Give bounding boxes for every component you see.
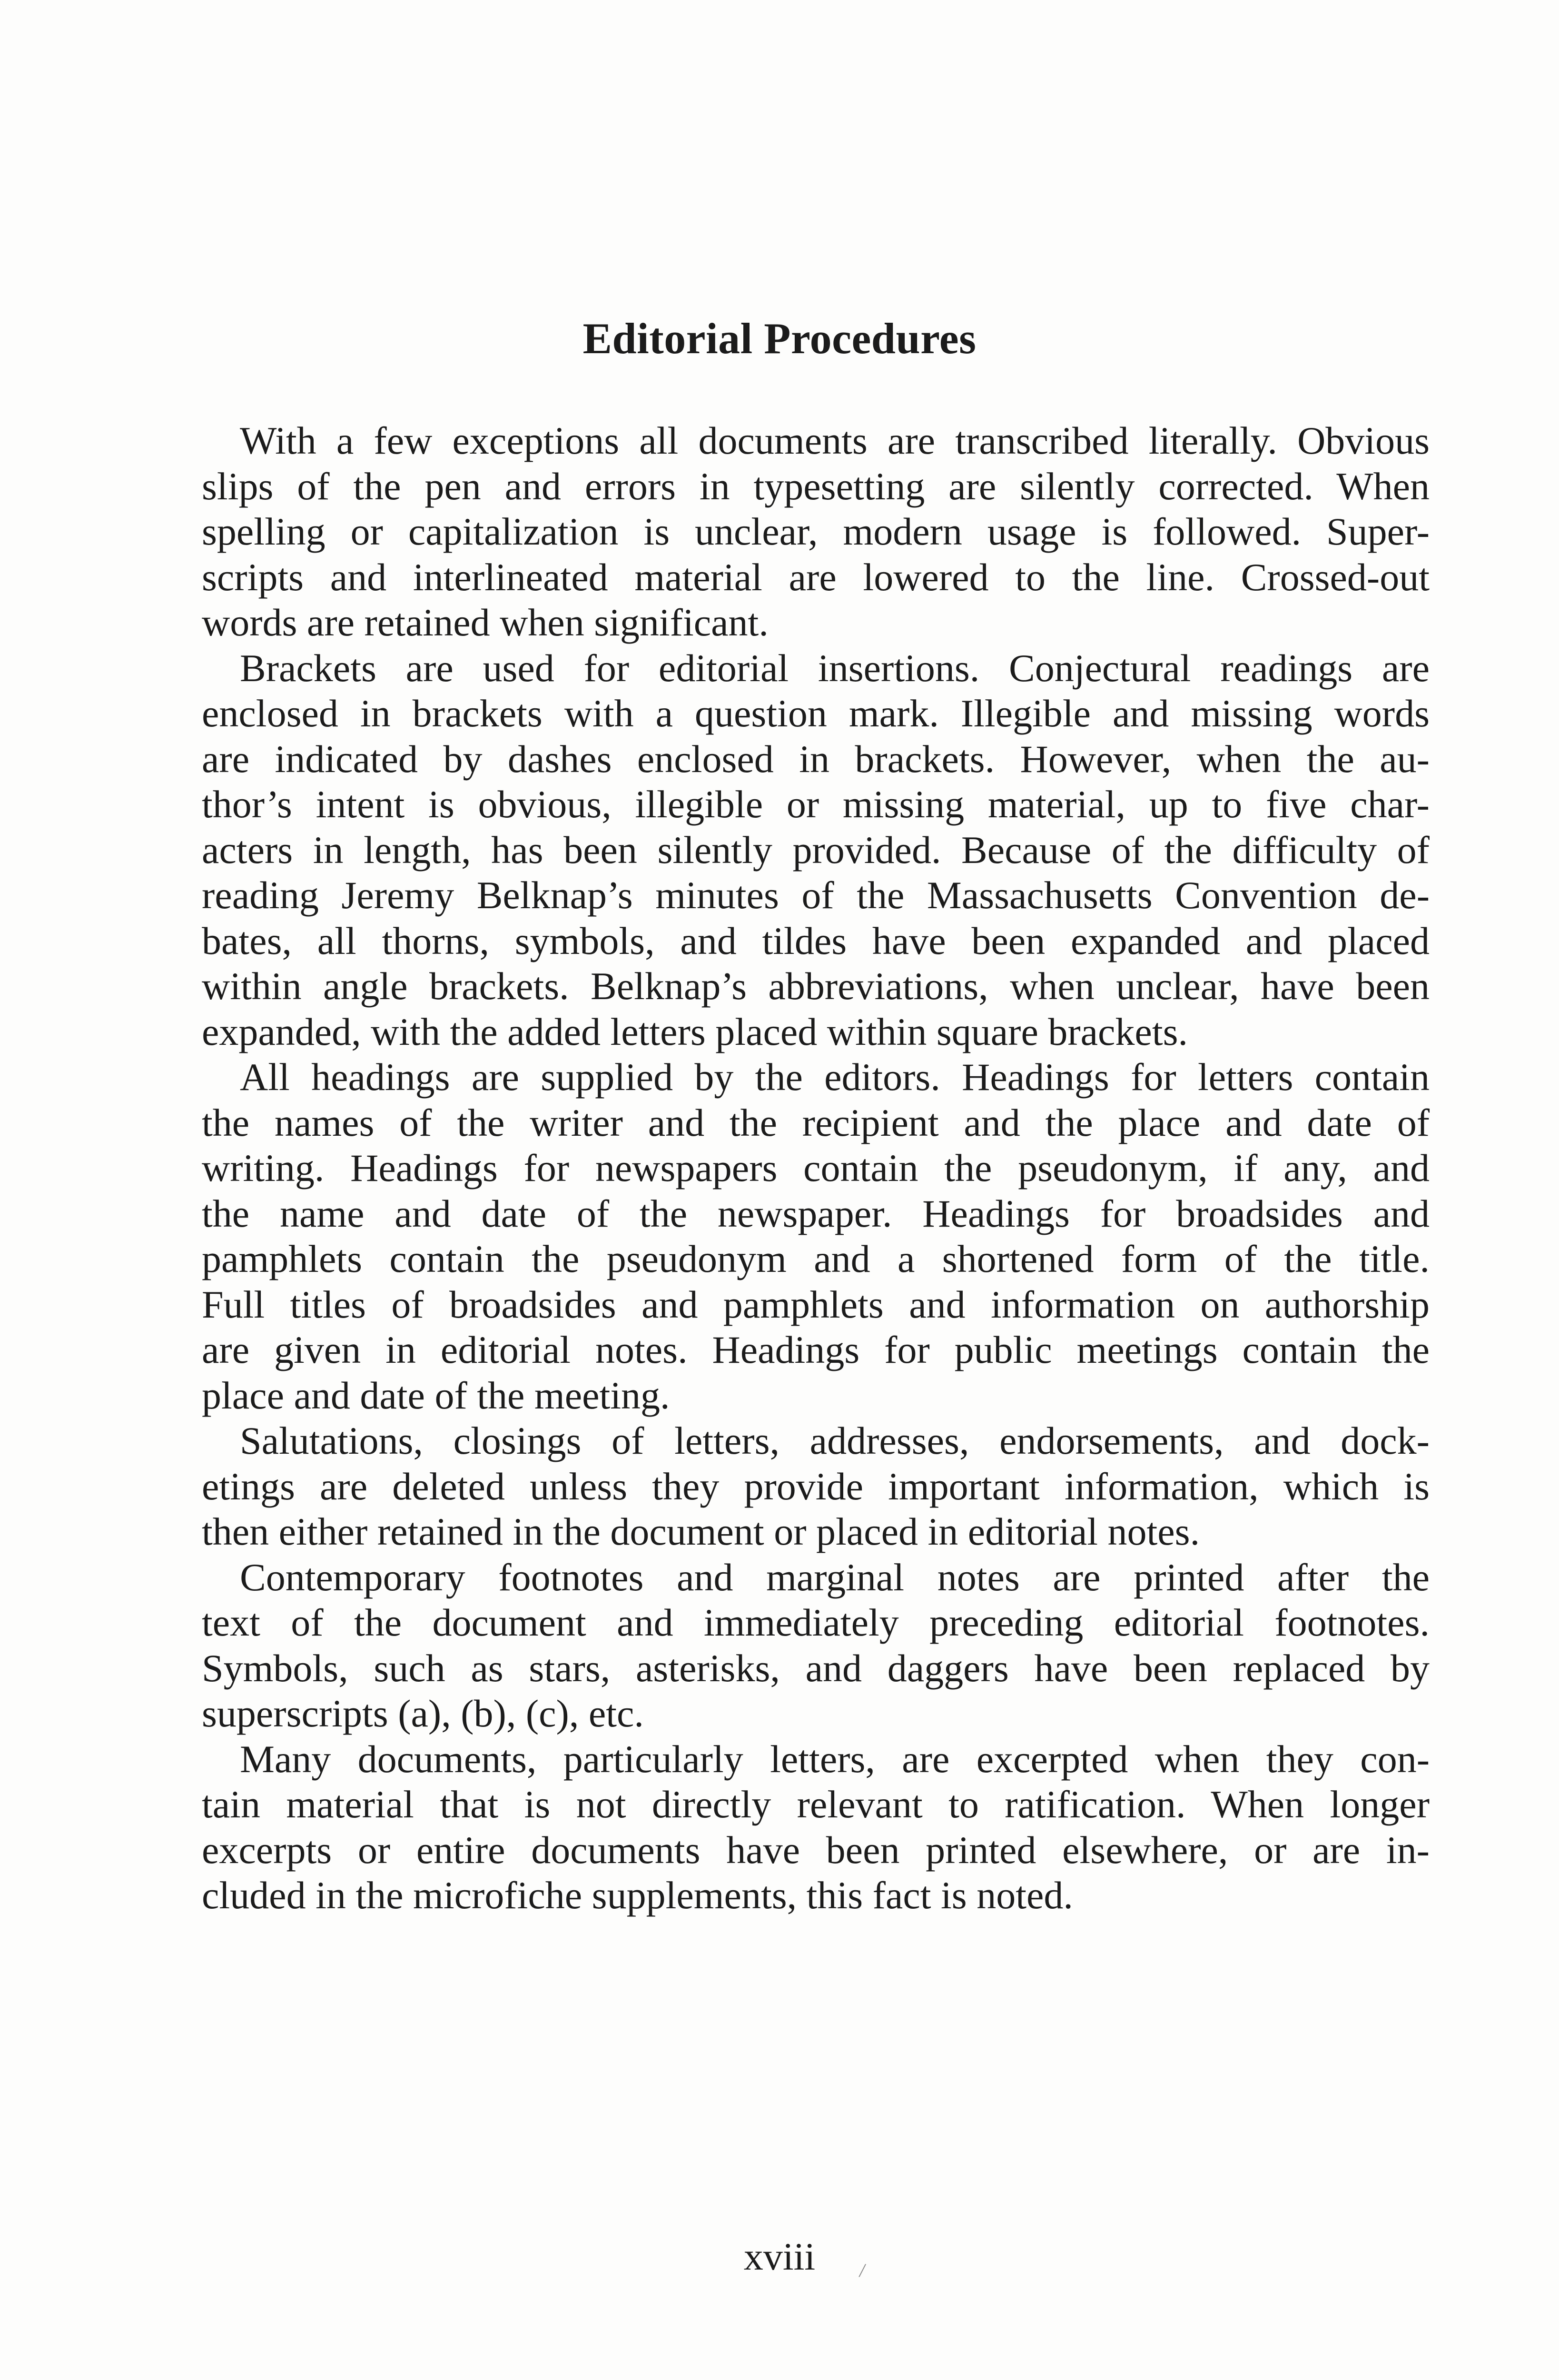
page-number: xviii [743, 2235, 816, 2278]
text-line: With a few exceptions all documents are transcribed literally. Obvious [240, 419, 1430, 462]
text-line: Full titles of broadsides and pamphlets and information on authorship [202, 1282, 1430, 1326]
text-line: place and date of the meeting. [202, 1373, 670, 1417]
text-line: tain material that is not directly relevant to ratification. When longer [202, 1783, 1430, 1826]
text-line: cluded in the microfiche supplements, this fact is noted. [202, 1874, 1073, 1917]
text-line: enclosed in brackets with a question mark. Illegible and missing words [202, 692, 1430, 735]
text-line: acters in length, has been silently provided. Because of the difficulty of [202, 828, 1430, 872]
text-line: bates, all thorns, symbols, and tildes have been expanded and placed [202, 919, 1430, 962]
text-line: the names of the writer and the recipient and the place and date of [202, 1101, 1430, 1144]
stray-mark: / [859, 2260, 865, 2281]
text-line: scripts and interlineated material are lowered to the line. Crossed-out [202, 555, 1430, 599]
text-line: spelling or capitalization is unclear, modern usage is followed. Super- [202, 510, 1430, 553]
text-line: Salutations, closings of letters, addresses, endorsements, and dock- [240, 1419, 1430, 1462]
text-line: words are retained when significant. [202, 601, 769, 644]
text-line: Brackets are used for editorial insertions. Conjectural readings are [240, 646, 1430, 690]
text-line: then either retained in the document or placed in editorial notes. [202, 1510, 1200, 1553]
text-line: thor’s intent is obvious, illegible or missing material, up to five char- [202, 783, 1430, 826]
text-line: superscripts (a), (b), (c), etc. [202, 1692, 644, 1735]
text-line: are indicated by dashes enclosed in brackets. However, when the au- [202, 737, 1430, 781]
text-line: All headings are supplied by the editors. Headings for letters contain [240, 1055, 1430, 1099]
text-line: text of the document and immediately preceding editorial footnotes. [202, 1601, 1430, 1644]
text-line: excerpts or entire documents have been printed elsewhere, or are in- [202, 1828, 1430, 1872]
text-line: Symbols, such as stars, asterisks, and daggers have been replaced by [202, 1646, 1430, 1690]
text-line: writing. Headings for newspapers contain the pseudonym, if any, and [202, 1146, 1430, 1190]
text-line: are given in editorial notes. Headings for public meetings contain the [202, 1328, 1430, 1371]
text-line: within angle brackets. Belknap’s abbreviations, when unclear, have been [202, 964, 1430, 1008]
text-line: the name and date of the newspaper. Headings for broadsides and [202, 1191, 1430, 1235]
text-line: Contemporary footnotes and marginal notes are printed after the [240, 1555, 1430, 1599]
text-line: reading Jeremy Belknap’s minutes of the Massachusetts Convention de- [202, 873, 1430, 917]
text-line: expanded, with the added letters placed within square brackets. [202, 1010, 1188, 1053]
body-text [202, 418, 1430, 1918]
text-line: slips of the pen and errors in typesetting are silently corrected. When [202, 464, 1430, 508]
text-line: Many documents, particularly letters, are excerpted when they con- [240, 1737, 1430, 1781]
page-title: Editorial Procedures [582, 314, 977, 363]
text-line: etings are deleted unless they provide important information, which is [202, 1464, 1430, 1508]
text-line: pamphlets contain the pseudonym and a shortened form of the title. [202, 1237, 1430, 1280]
